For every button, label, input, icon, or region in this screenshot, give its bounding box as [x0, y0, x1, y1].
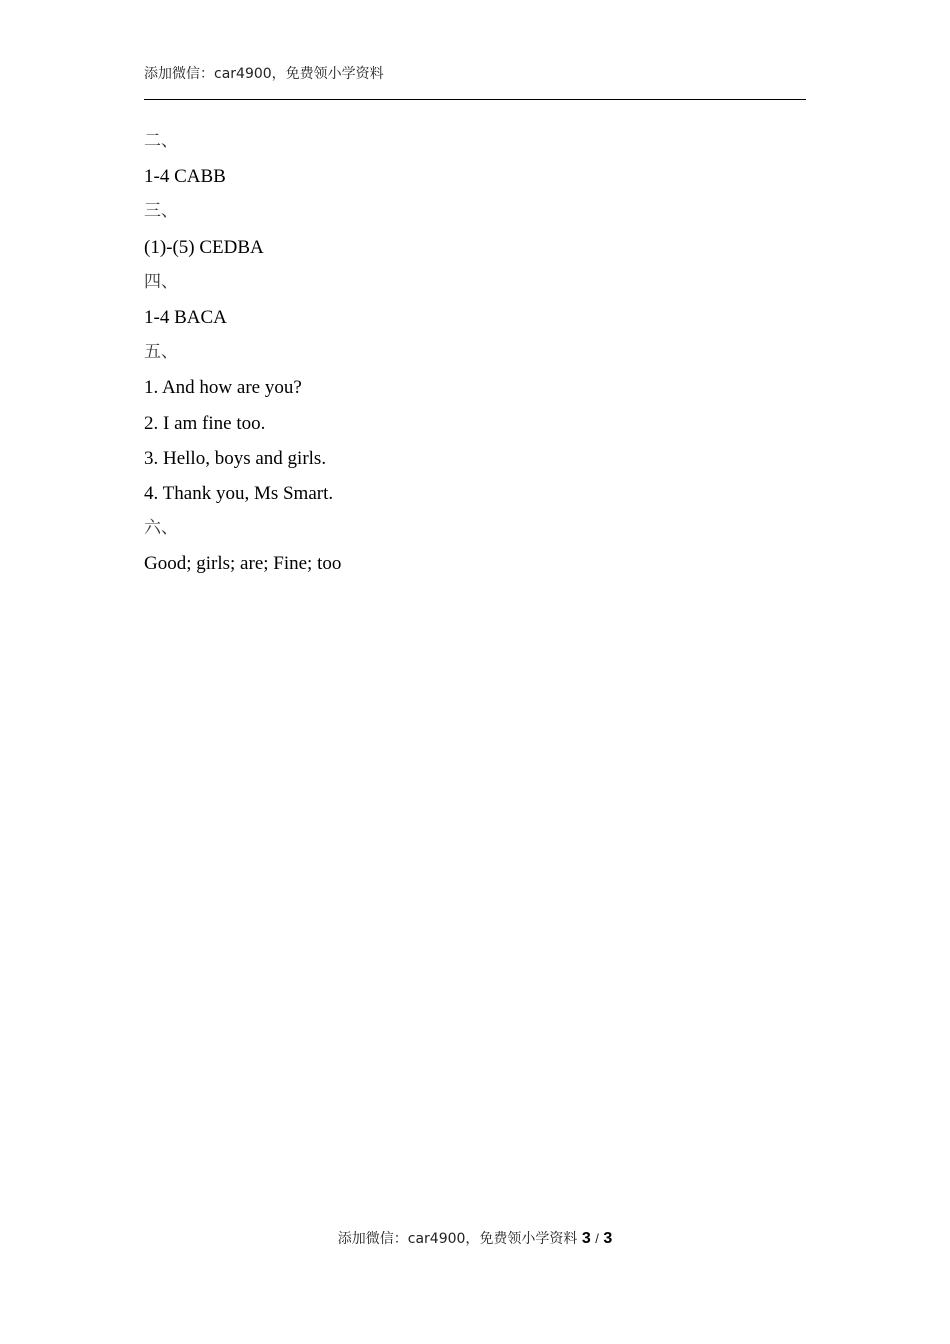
header-text: 添加微信：car4900，免费领小学资料: [144, 66, 384, 82]
answer-line: 4. Thank you, Ms Smart.: [144, 482, 334, 504]
section-heading-6: 六、: [144, 518, 178, 539]
section-heading-3: 三、: [144, 201, 178, 222]
answer-line: 3. Hello, boys and girls.: [144, 447, 327, 469]
answer-content: [144, 124, 806, 581]
footer-text: 添加微信：car4900，免费领小学资料: [337, 1231, 578, 1247]
answer-line: Good; girls; are; Fine; too: [144, 553, 342, 575]
page-total: 3: [603, 1230, 613, 1247]
page-separator: /: [595, 1231, 599, 1246]
page-header: [144, 64, 384, 84]
answer-line: 1-4 BACA: [144, 306, 227, 328]
answer-line: 1. And how are you?: [144, 377, 302, 399]
section-heading-4: 四、: [144, 271, 178, 292]
answer-line: (1)-(5) CEDBA: [144, 236, 264, 258]
section-heading-5: 五、: [144, 342, 178, 363]
header-divider: [144, 99, 806, 100]
answer-line: 2. I am fine too.: [144, 412, 266, 434]
answer-line: 1-4 CABB: [144, 166, 226, 188]
section-heading-2: 二、: [144, 131, 178, 151]
page-footer: [0, 1228, 950, 1250]
page-current: 3: [581, 1230, 591, 1247]
